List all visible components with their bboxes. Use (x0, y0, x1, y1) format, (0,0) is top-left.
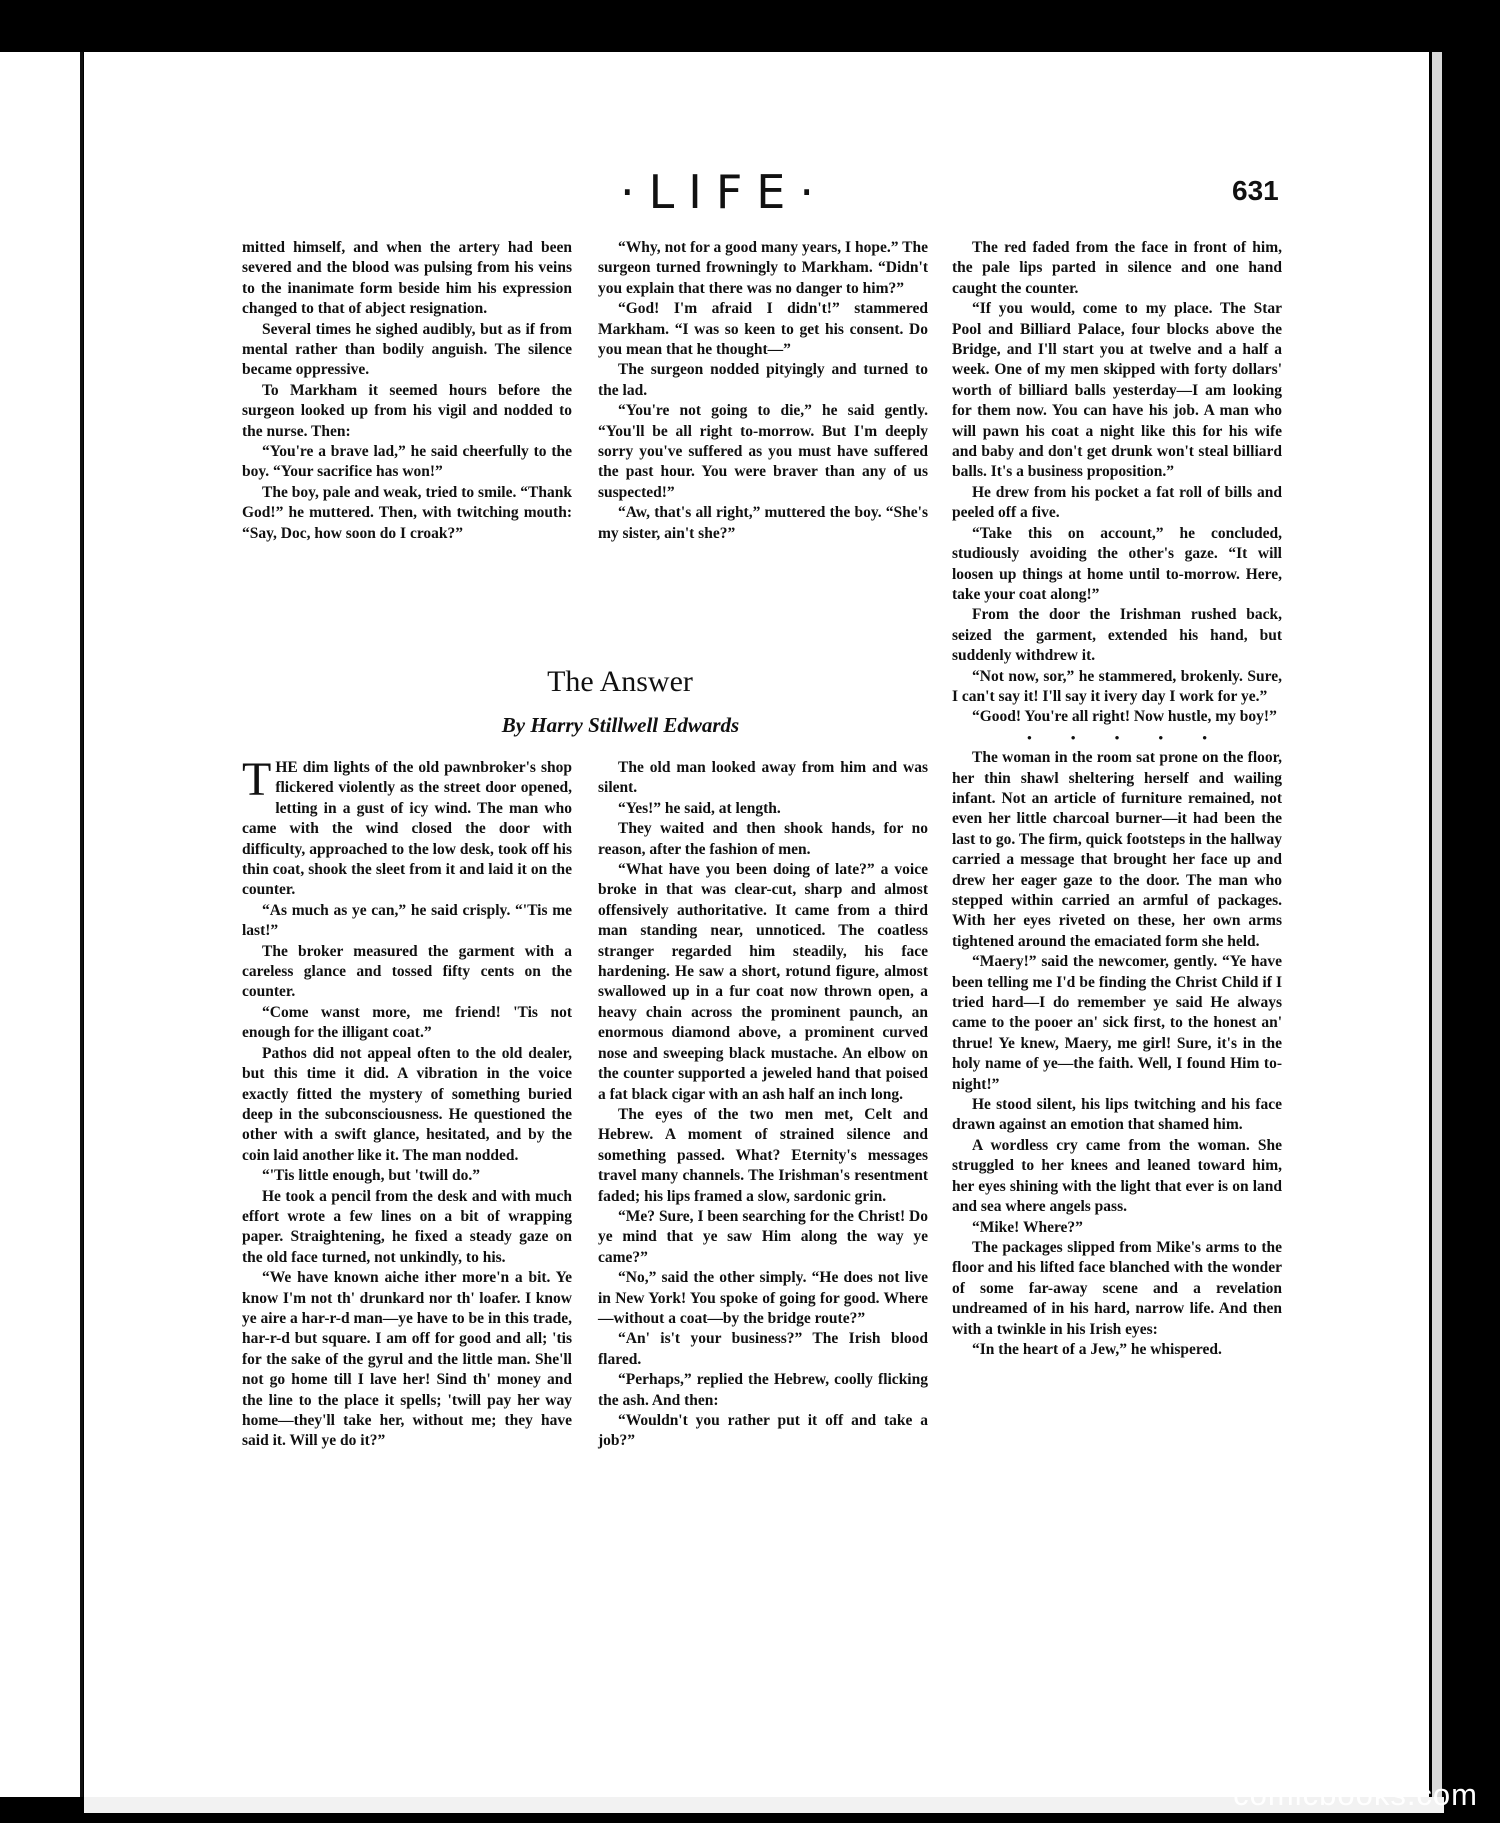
paragraph: “Good! You're all right! Now hustle, my boy!” (972, 708, 1277, 726)
paragraph: The eyes of the two men met, Celt and Hebrew. A moment of strained silence and something passed. What? Eternity's messages travel many channels. The Irishman's resentment faded; his lips framed a slow, sardonic grin. (598, 1105, 928, 1205)
page-right-edge (1432, 52, 1442, 1797)
paragraph: “Wouldn't you rather put it off and take a job?” (598, 1412, 928, 1450)
paragraph: They waited and then shook hands, for no reason, after the fashion of men. (598, 820, 928, 858)
paragraph: “As much as ye can,” he said crisply. “'Tis me last!” (242, 901, 572, 940)
gutter-rule (80, 52, 83, 1797)
paragraph: “What have you been doing of late?” a voice broke in that was clear-cut, sharp and almost offensively authoritative. It came from a third man standing near, unnoticed. The coatless stranger regarded him steadily, his face hardening. He saw a short, rotund figure, almost swallowed up in a fur coat now thrown open, a heavy chain across the prominent paunch, an enormous diamond above, a prominent curved nose and sweeping black mustache. An elbow on the counter supported a jeweled hand that poised a fat black cigar with an ash half an inch long. (598, 861, 928, 1103)
paragraph: “We have known aiche ither more'n a bit. Ye know I'm not th' drunkard nor th' loafer. I know ye aire a har-r-d man—ye have to be in this trade, har-r-d but square. I am off for good and all; 'tis for the sake of the gyrul and the little man. She'll not go home till I lave her! Sind th' money and the line to the place it spells; 'twill pay her way home—they'll take her, without me; they have said it. Will ye do it?” (242, 1269, 572, 1450)
paragraph: The boy, pale and weak, tried to smile. “Thank God!” he muttered. Then, with twitching mouth: “Say, Doc, how soon do I croak?” (242, 483, 572, 542)
column-1-top (242, 238, 572, 544)
paragraph: The red faded from the face in front of him, the pale lips parted in silence and one hand caught the counter. (952, 239, 1282, 297)
opening-paragraph (242, 753, 572, 901)
paragraph: “Me? Sure, I been searching for the Christ! Do ye mind that ye saw Him along the way ye came?” (598, 1207, 928, 1266)
paragraph: “Perhaps,” replied the Hebrew, coolly flicking the ash. And then: (598, 1371, 928, 1409)
paragraph: “Come wanst more, me friend! 'Tis not enough for the illigant coat.” (242, 1003, 572, 1042)
paragraph: The broker measured the garment with a careless glance and tossed fifty cents on the counter. (242, 942, 572, 1001)
column-2-top (598, 238, 928, 544)
column-1-story (242, 753, 572, 1452)
paragraph: “Take this on account,” he concluded, studiously avoiding the other's gaze. “It will loosen up things at home until to-morrow. Here, take your coat along!” (952, 524, 1282, 603)
paragraph: “Why, not for a good many years, I hope.” The surgeon turned frowningly to Markham. “Didn't you explain that there was no danger to him?” (598, 239, 928, 297)
facing-page-edge (0, 52, 80, 1797)
paragraph: The packages slipped from Mike's arms to the floor and his lifted face blanched with the wonder of some far-away scene and a revelation undreamed of in his hard, narrow life. And then with a twinkle in his Irish eyes: (952, 1238, 1282, 1338)
paragraph: To Markham it seemed hours before the surgeon looked up from his vigil and nodded to the nurse. Then: (242, 381, 572, 440)
paragraph: “God! I'm afraid I didn't!” stammered Markham. “I was so keen to get his consent. Do you mean that he thought—” (598, 300, 928, 359)
paragraph: From the door the Irishman rushed back, seized the garment, extended his hand, but suddenly withdrew it. (952, 606, 1282, 665)
paragraph: “You're a brave lad,” he said cheerfully to the boy. “Your sacrifice has won!” (242, 443, 572, 481)
paragraph: “Aw, that's all right,” muttered the boy. “She's my sister, ain't she?” (598, 504, 928, 542)
drop-cap: T (242, 753, 272, 806)
paragraph: “In the heart of a Jew,” he whispered. (972, 1340, 1222, 1358)
paragraph: “Mike! Where?” (972, 1218, 1083, 1236)
paragraph: A wordless cry came from the woman. She struggled to her knees and leaned toward him, her eyes shining with the light that ever is on land and sea where angels pass. (952, 1136, 1282, 1216)
column-2-story (598, 758, 928, 1452)
opening-text: HE dim lights of the old pawnbroker's shop flickered violently as the street door opened, letting in a gust of icy wind. The man who came with the wind closed the door with difficulty, approached to the low desk, took off his thin coat, shook the sleet from it and laid it on the counter. (242, 759, 572, 899)
column-3 (952, 238, 1282, 1360)
paragraph: “No,” said the other simply. “He does not live in New York! You spoke of going for good. Where—without a coat—by the bridge route?” (598, 1269, 928, 1327)
section-break: • • • • • (1027, 729, 1225, 745)
paragraph: mitted himself, and when the artery had been severed and the blood was pulsing from his veins to the inanimate form beside him his expression changed to that of abject resignation. (242, 239, 572, 318)
paragraph: “An' is't your business?” The Irish blood flared. (598, 1330, 928, 1368)
paragraph: Several times he sighed audibly, but as if from mental rather than bodily anguish. The silence became oppressive. (242, 320, 572, 379)
paragraph: He stood silent, his lips twitching and his face drawn against an emotion that shamed him. (952, 1096, 1282, 1134)
paragraph: “Not now, sor,” he stammered, brokenly. Sure, I can't say it! I'll say it ivery day I work for ye.” (952, 667, 1282, 705)
byline: By Harry Stillwell Edwards (501, 713, 740, 737)
masthead: ·LIFE· (620, 165, 828, 219)
paragraph: “Maery!” said the newcomer, gently. “Ye have been telling me I'd be finding the Christ Child if I tried hard—I do remember ye said He always came to the pooer an' sick first, to the honest an' thrue! Ye knew, Maery, me girl! Sure, it's in the holy name of ye—the faith. Well, I found Him to-night!” (952, 953, 1282, 1093)
watermark: comicbooks.com (1233, 1777, 1478, 1812)
paragraph: “Yes!” he said, at length. (618, 799, 781, 817)
paragraph: “If you would, come to my place. The Star Pool and Billiard Palace, four blocks above the Bridge, and I'll start you at twelve and a half a week. One of my men skipped with forty dollars' worth of billiard balls yesterday—I am looking for them now. You can have his job. A man who will pawn his coat a night like this for his wife and baby and don't get drunk won't steal billiard balls. It's a business proposition.” (952, 300, 1282, 481)
page-number: 631 (1232, 175, 1279, 206)
paragraph: The woman in the room sat prone on the floor, her thin shawl sheltering herself and wailing infant. Not an article of furniture remained, not even her little charcoal burner—it had been the last to go. The firm, quick footsteps in the hallway carried a message that brought her face up and drew her eager gaze to the door. The man who stepped within carried an armful of packages. With her eyes riveted on these, her own arms tightened around the emaciated form she held. (952, 749, 1282, 950)
paragraph: The old man looked away from him and was silent. (598, 759, 928, 797)
paragraph: “'Tis little enough, but 'twill do.” (262, 1167, 481, 1185)
paragraph: The surgeon nodded pityingly and turned to the lad. (598, 361, 928, 399)
paragraph: He drew from his pocket a fat roll of bills and peeled off a five. (952, 483, 1282, 522)
paragraph: Pathos did not appeal often to the old dealer, but this time it did. A vibration in the voice exactly fitted the mystery of something buried deep in the subconsciousness. He questioned the other with a swift glance, hesitated, and by the coin laid another like it. The man nodded. (242, 1044, 572, 1164)
paragraph: “You're not going to die,” he said gently. “You'll be all right to-morrow. But I'm deeply sorry you've suffered as you must have suffered the past hour. You were braver than any of us suspected!” (598, 402, 928, 501)
paragraph: He took a pencil from the desk and with much effort wrote a few lines on a bit of wrapping paper. Straightening, he fixed a steady gaze on the old face turned, not unkindly, to his. (242, 1187, 572, 1266)
story-title: The Answer (547, 665, 693, 698)
